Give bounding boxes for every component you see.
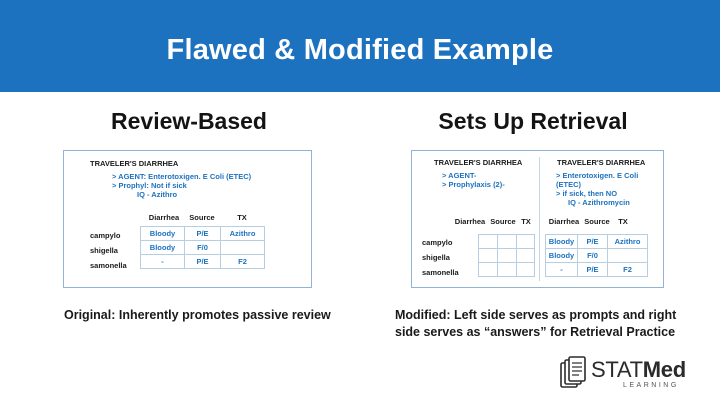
table-cell: Azithro xyxy=(221,227,265,241)
table-cell: F/0 xyxy=(578,249,608,263)
blank-cell xyxy=(479,249,498,263)
note-prophylaxis-answer: > if sick, then NO xyxy=(556,189,618,198)
blank-cell xyxy=(498,235,517,249)
logo-wordmark xyxy=(591,357,686,383)
blank-prompt-table xyxy=(478,234,535,277)
blank-cell xyxy=(498,263,517,277)
table-cell: P/E xyxy=(578,263,608,277)
table-cell: P/E xyxy=(578,235,608,249)
right-heading: Sets Up Retrieval xyxy=(438,108,628,134)
blank-cell xyxy=(479,235,498,249)
table-row xyxy=(479,249,535,263)
modified-notes-panel xyxy=(411,150,664,288)
table-cell: - xyxy=(546,263,578,277)
table-cell: F2 xyxy=(221,255,265,269)
blank-cell xyxy=(517,249,535,263)
table-cell: F2 xyxy=(608,263,648,277)
col-header-diarrhea: Diarrhea xyxy=(148,213,180,222)
answer-table xyxy=(545,234,648,277)
table-cell: Bloody xyxy=(141,227,185,241)
pathogen-table xyxy=(140,226,265,269)
panel-title: TRAVELER'S DIARRHEA xyxy=(90,159,179,168)
table-cell xyxy=(221,241,265,255)
table-row xyxy=(546,249,648,263)
logo-word-stat: STAT xyxy=(591,357,643,382)
row-label-samonella: samonella xyxy=(422,268,459,277)
col-header-tx: TX xyxy=(618,217,628,226)
note-etec-answer: (ETEC) xyxy=(556,180,581,189)
original-notes-panel xyxy=(63,150,312,288)
prompt-title: TRAVELER'S DIARRHEA xyxy=(434,158,523,167)
panel-divider xyxy=(539,157,540,281)
table-cell: P/E xyxy=(185,255,221,269)
note-agent-answer: > Enterotoxigen. E Coli xyxy=(556,171,639,180)
table-cell: P/E xyxy=(185,227,221,241)
table-cell: Bloody xyxy=(546,249,578,263)
note-agent-prompt: > AGENT- xyxy=(442,171,477,180)
answer-notes xyxy=(556,171,638,207)
table-row xyxy=(546,235,648,249)
blank-cell xyxy=(517,235,535,249)
row-label-campylo: campylo xyxy=(90,231,121,240)
statmed-logo xyxy=(560,356,700,392)
col-header-diarrhea: Diarrhea xyxy=(454,217,486,226)
slide-title: Flawed & Modified Example xyxy=(166,34,554,66)
col-header-diarrhea: Diarrhea xyxy=(548,217,580,226)
row-label-samonella: samonella xyxy=(90,261,127,270)
table-cell: Bloody xyxy=(141,241,185,255)
answer-title: TRAVELER'S DIARRHEA xyxy=(557,158,646,167)
table-row xyxy=(141,241,265,255)
note-iq: IQ - Azithro xyxy=(137,190,178,199)
note-prophyl: > Prophyl: Not if sick xyxy=(112,181,187,190)
table-row xyxy=(141,227,265,241)
col-header-tx: TX xyxy=(237,213,247,222)
col-header-source: Source xyxy=(189,213,215,222)
table-row xyxy=(479,235,535,249)
table-cell: - xyxy=(141,255,185,269)
stacked-documents-icon xyxy=(560,356,586,390)
col-header-tx: TX xyxy=(521,217,531,226)
panel-notes xyxy=(112,172,251,199)
left-heading: Review-Based xyxy=(111,108,267,134)
blank-cell xyxy=(498,249,517,263)
col-header-source: Source xyxy=(490,217,516,226)
row-label-shigella: shigella xyxy=(422,253,450,262)
logo-word-med: Med xyxy=(642,357,686,382)
blank-cell xyxy=(517,263,535,277)
table-cell: Azithro xyxy=(608,235,648,249)
table-cell: F/0 xyxy=(185,241,221,255)
table-cell xyxy=(608,249,648,263)
row-label-shigella: shigella xyxy=(90,246,118,255)
note-agent: > AGENT: Enterotoxigen. E Coli (ETEC) xyxy=(112,172,252,181)
original-caption: Original: Inherently promotes passive review xyxy=(64,308,331,322)
col-header-source: Source xyxy=(584,217,610,226)
table-row xyxy=(546,263,648,277)
note-prophylaxis-prompt: > Prophylaxis (2)- xyxy=(442,180,505,189)
table-cell: Bloody xyxy=(546,235,578,249)
row-label-campylo: campylo xyxy=(422,238,453,247)
table-row xyxy=(479,263,535,277)
prompt-notes xyxy=(442,171,505,189)
note-iq-answer: IQ - Azithromycin xyxy=(568,198,630,207)
title-banner xyxy=(0,0,720,92)
logo-subtitle: LEARNING xyxy=(623,382,679,389)
blank-cell xyxy=(479,263,498,277)
table-row xyxy=(141,255,265,269)
modified-caption: Modified: Left side serves as prompts and right side serves as “answers” for Retrieval Practice xyxy=(395,308,677,339)
